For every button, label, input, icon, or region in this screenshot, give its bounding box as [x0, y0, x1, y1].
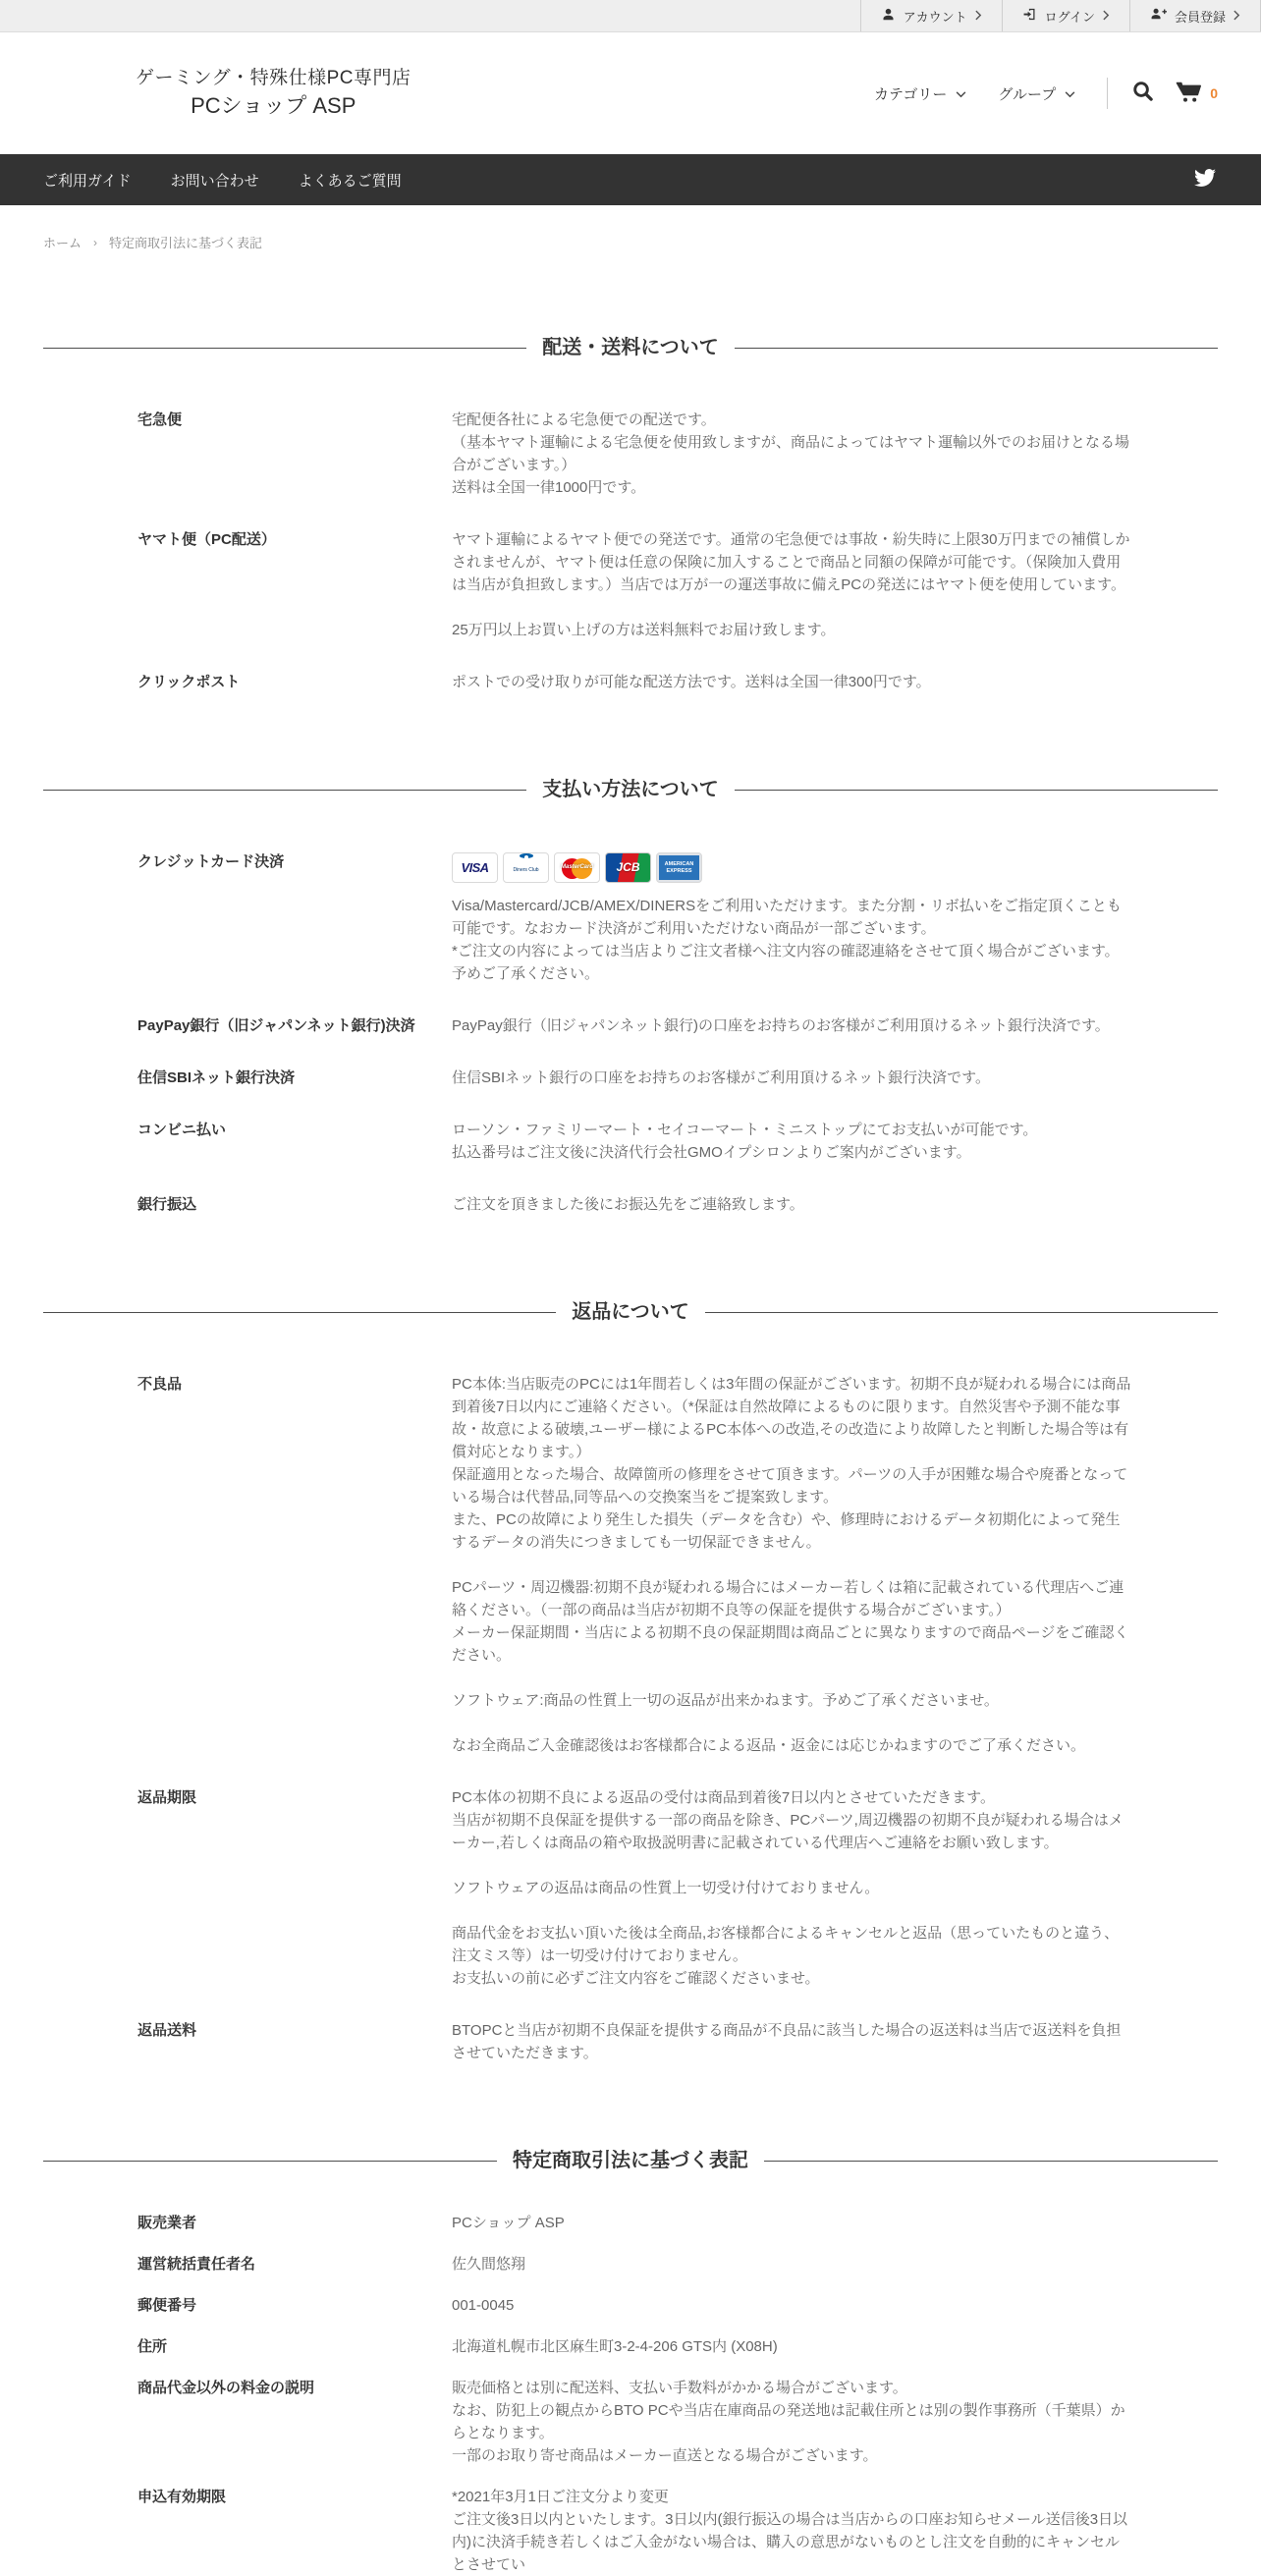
section-title-text: 返品について — [572, 1301, 689, 1323]
paragraph: ソフトウェアの返品は商品の性質上一切受け付けておりません。 — [452, 1880, 880, 1896]
row-label: 返品期限 — [137, 1789, 197, 1806]
section-title-text: 配送・送料について — [542, 337, 719, 358]
card-brand-label: Diners Club — [513, 867, 539, 873]
paragraph: ヤマト運輸によるヤマト便での発送です。通常の宅急便では事故・紛失時に上限30万円までの補償しかされませんが、ヤマト便は任意の保険に加入することで商品と同額の保障が可能です。（保険加入費用は当店が負担致します。）当店では万が一の運送事故に備えPCの発送にはヤマト便を使用しています。 — [452, 531, 1130, 593]
section-rows — [43, 850, 1218, 1216]
twitter-link[interactable] — [1192, 167, 1218, 193]
chevron-down-icon — [956, 85, 966, 102]
row-content — [452, 2486, 1218, 2576]
info-row — [43, 1786, 1218, 1990]
dark-navbar-links — [43, 170, 441, 191]
row-label: クリックポスト — [137, 674, 241, 690]
row-label: 銀行振込 — [137, 1196, 197, 1213]
info-row — [43, 671, 1218, 693]
login-arrow-icon — [1022, 7, 1037, 25]
paragraph: Visa/Mastercard/JCB/AMEX/DINERSをご利用いただけます。また分割・リボ払いをご指定頂くことも可能です。なおカード決済がご利用いただけない商品が一部ございます。 *ご注文の内容によっては当店よりご注文者様へ注文内容の確認連絡をさせて頂く場合がございます。予めご了承ください。 — [452, 898, 1122, 982]
nav-groups-label: グループ — [998, 85, 1057, 103]
cart-icon — [1176, 80, 1202, 108]
row-content — [452, 1067, 1218, 1089]
row-label: ヤマト便（PC配送） — [137, 531, 276, 548]
row-content — [452, 2377, 1218, 2467]
header-nav — [874, 78, 1218, 109]
row-label: 運営統括責任者名 — [137, 2256, 256, 2273]
diners-card-icon — [503, 852, 549, 883]
paragraph: 販売価格とは別に配送料、支払い手数料がかかる場合がございます。 なお、防犯上の観点からBTO PCや当店在庫商品の発送地は記載住所とは別の製作事務所（千葉県）からとなります。 一部のお取り寄せ商品はメーカー直送となる場合がございます。 — [452, 2380, 1125, 2464]
section-rows — [43, 409, 1218, 693]
cart-count-badge: 0 — [1210, 85, 1218, 101]
search-icon — [1131, 80, 1154, 107]
topbar-item-login[interactable] — [1002, 0, 1129, 31]
paragraph: 北海道札幌市北区麻生町3-2-4-206 GTS内 (X08H) — [452, 2338, 778, 2355]
jcb-card-icon — [605, 852, 651, 883]
row-content — [452, 2019, 1218, 2064]
info-row — [43, 1014, 1218, 1037]
row-content — [452, 409, 1218, 499]
paragraph: 佐久間悠翔 — [452, 2256, 526, 2273]
paragraph: 宅配便各社による宅急便での配送です。 （基本ヤマト運輸による宅急便を使用致しますが、商品によってはヤマト運輸以外でのお届けとなる場合がございます。） 送料は全国一律1000円です。 — [452, 411, 1130, 496]
info-row — [43, 1119, 1218, 1164]
section-rows — [43, 1373, 1218, 2064]
visa-card-icon — [452, 852, 498, 883]
row-content — [452, 2294, 1218, 2317]
nav-categories-dropdown[interactable] — [874, 83, 966, 104]
row-label: 住信SBIネット銀行決済 — [137, 1069, 296, 1086]
nav-link-faq[interactable]: よくあるご質問 — [298, 172, 402, 190]
card-brand-label: AMERICAN EXPRESS — [664, 861, 694, 874]
info-row — [43, 1193, 1218, 1216]
row-content — [452, 528, 1218, 641]
row-label: 不良品 — [137, 1376, 183, 1393]
section-title — [43, 1298, 1218, 1326]
header-nav-divider — [1107, 78, 1108, 109]
topbar-item-label: アカウント — [903, 9, 967, 25]
info-row — [43, 409, 1218, 499]
row-label: 住所 — [137, 2338, 168, 2355]
main-content — [0, 334, 1261, 2576]
paragraph: 001-0045 — [452, 2297, 515, 2314]
paragraph: BTOPCと当店が初期不良保証を提供する商品が不良品に該当した場合の返送料は当店で返送料を負担させていただきます。 — [452, 2022, 1122, 2061]
paragraph: 25万円以上お買い上げの方は送料無料でお届け致します。 — [452, 622, 836, 638]
row-content — [452, 1014, 1218, 1037]
card-brand-label: JCB — [616, 860, 640, 874]
paragraph: 商品代金をお支払い頂いた後は全商品,お客様都合によるキャンセルと返品（思っていたものと違う、注文ミス等）は一切受け付けておりません。 お支払いの前に必ずご注文内容をご確認くださいませ。 — [452, 1925, 1120, 1987]
info-row — [43, 2294, 1218, 2317]
info-row — [43, 850, 1218, 985]
paragraph: PayPay銀行（旧ジャパンネット銀行)の口座をお持ちのお客様がご利用頂けるネット銀行決済です。 — [452, 1017, 1110, 1034]
paragraph: PC本体:当店販売のPCには1年間若しくは3年間の保証がございます。初期不良が疑われる場合には商品到着後7日以内にご連絡ください。（*保証は自然故障によるものに限ります。自然災害や予測不能な事故・故意による破壊,ユーザー様によるPC本体への改造,その改造により故障したと判断した場合等は有償対応となります。） 保証適用となった場合、故障箇所の修理をさせて頂きます。パーツの入手が困難な場合や廃番となっている場合は代替品,同等品への交換案当をご提案致します。 また、PCの故障により発生した損失（データを含む）や、修理時におけるデータ初期化によって発生するデータの消失につきましても一切保証できません。 — [452, 1376, 1131, 1551]
paragraph: PCパーツ・周辺機器:初期不良が疑われる場合にはメーカー若しくは箱に記載されている代理店へご連絡ください。（一部の商品は当店が初期不良等の保証を提供する場合がございます。） メーカー保証期間・当店による初期不良の保証期間は商品ごとに異なりますので商品ページをご確認ください。 — [452, 1579, 1129, 1664]
register-person-plus-icon — [1150, 7, 1167, 25]
row-label: 商品代金以外の料金の説明 — [137, 2380, 315, 2396]
info-row — [43, 2377, 1218, 2467]
topbar — [0, 0, 1261, 32]
section-title — [43, 776, 1218, 803]
info-row — [43, 2486, 1218, 2576]
row-content — [452, 671, 1218, 693]
nav-link-guide[interactable]: ご利用ガイド — [43, 172, 132, 190]
section-title — [43, 2147, 1218, 2174]
nav-groups-dropdown[interactable] — [998, 83, 1075, 104]
paragraph: PCショップ ASP — [452, 2215, 565, 2231]
section-title — [43, 334, 1218, 361]
info-section — [43, 776, 1218, 1216]
info-row — [43, 2253, 1218, 2275]
row-label: 返品送料 — [137, 2022, 197, 2039]
paragraph: ソフトウェア:商品の性質上一切の返品が出来かねます。予めご了承くださいませ。 — [452, 1692, 999, 1709]
paragraph: ポストでの受け取りが可能な配送方法です。送料は全国一律300円です。 — [452, 674, 931, 690]
diners-disc — [520, 853, 533, 858]
info-row — [43, 1067, 1218, 1089]
row-label: コンビニ払い — [137, 1122, 227, 1138]
row-content — [452, 1373, 1218, 1757]
row-label: 宅急便 — [137, 411, 183, 428]
card-brand-label: VISA — [461, 860, 489, 875]
topbar-item-account[interactable] — [860, 0, 1002, 31]
logo-line2: PCショップ ASP — [191, 93, 356, 119]
breadcrumb-separator: › — [93, 235, 98, 249]
row-content — [452, 850, 1218, 985]
credit-card-brand-icons — [452, 852, 1131, 883]
info-section — [43, 2147, 1218, 2576]
chevron-right-icon — [1103, 9, 1110, 24]
section-title-text: 支払い方法について — [542, 779, 719, 800]
info-section — [43, 1298, 1218, 2064]
page-header — [0, 0, 1261, 205]
info-row — [43, 1373, 1218, 1757]
chevron-right-icon — [975, 9, 982, 24]
nav-categories-label: カテゴリー — [873, 85, 948, 103]
row-content — [452, 1193, 1218, 1216]
masthead — [0, 32, 1261, 154]
topbar-item-register[interactable] — [1129, 0, 1261, 31]
info-row — [43, 2212, 1218, 2234]
chevron-right-icon — [1234, 9, 1240, 24]
breadcrumb-home[interactable]: ホーム — [43, 236, 82, 250]
row-content — [452, 2212, 1218, 2234]
amex-blue-box — [659, 855, 699, 880]
account-person-icon — [881, 7, 896, 25]
info-row — [43, 2019, 1218, 2064]
row-label: 販売業者 — [137, 2215, 197, 2231]
paragraph: なお全商品ご入金確認後はお客様都合による返品・返金には応じかねますのでご了承ください。 — [452, 1737, 1086, 1754]
paragraph: ご注文を頂きました後にお振込先をご連絡致します。 — [452, 1196, 804, 1213]
logo-line1: ゲーミング・特殊仕様PC専門店 — [136, 68, 411, 89]
paragraph: ローソン・ファミリーマート・セイコーマート・ミニストップにてお支払いが可能です。 払込番号はご注文後に決済代行会社GMOイプシロンよりご案内がございます。 — [452, 1122, 1038, 1161]
info-section — [43, 334, 1218, 693]
row-label: 郵便番号 — [137, 2297, 197, 2314]
chevron-down-icon — [1065, 85, 1075, 102]
row-label: 申込有効期限 — [137, 2489, 227, 2505]
card-brand-label: MasterCard — [560, 864, 593, 870]
info-row — [43, 2335, 1218, 2358]
row-content — [452, 1786, 1218, 1990]
cart-button[interactable] — [1176, 80, 1218, 108]
site-logo[interactable] — [136, 67, 411, 119]
row-label: PayPay銀行（旧ジャパンネット銀行)決済 — [137, 1017, 415, 1034]
topbar-item-label: ログイン — [1044, 9, 1095, 25]
twitter-bird-icon — [1192, 167, 1218, 193]
search-button[interactable] — [1131, 80, 1154, 107]
row-content — [452, 2253, 1218, 2275]
topbar-item-label: 会員登録 — [1174, 9, 1226, 25]
paragraph: 住信SBIネット銀行の口座をお持ちのお客様がご利用頂けるネット銀行決済です。 — [452, 1069, 990, 1086]
mc-card-icon — [554, 852, 600, 883]
row-content — [452, 2335, 1218, 2358]
amex-card-icon — [656, 852, 702, 883]
info-row — [43, 528, 1218, 641]
paragraph: PC本体の初期不良による返品の受付は商品到着後7日以内とさせていただきます。 当店が初期不良保証を提供する一部の商品を除き、PCパーツ,周辺機器の初期不良が疑われる場合はメーカー,若しくは商品の箱や取扱説明書に記載されている代理店へご連絡をお願い致します。 — [452, 1789, 1124, 1851]
breadcrumb-current: 特定商取引法に基づく表記 — [109, 236, 263, 250]
dark-navbar — [0, 154, 1261, 205]
breadcrumb — [0, 205, 1261, 251]
section-rows — [43, 2212, 1218, 2576]
row-label: クレジットカード決済 — [137, 853, 285, 870]
row-content — [452, 1119, 1218, 1164]
nav-link-contact[interactable]: お問い合わせ — [170, 172, 259, 190]
paragraph: *2021年3月1日ご注文分より変更 ご注文後3日以内といたします。3日以内(銀行振込の場合は当店からの口座お知らせメール送信後3日以内)に決済手続き若しくはご入金がない場合は、購入の意思がないものとし注文を自動的にキャンセルとさせてい — [452, 2489, 1128, 2573]
section-title-text: 特定商取引法に基づく表記 — [513, 2150, 748, 2171]
